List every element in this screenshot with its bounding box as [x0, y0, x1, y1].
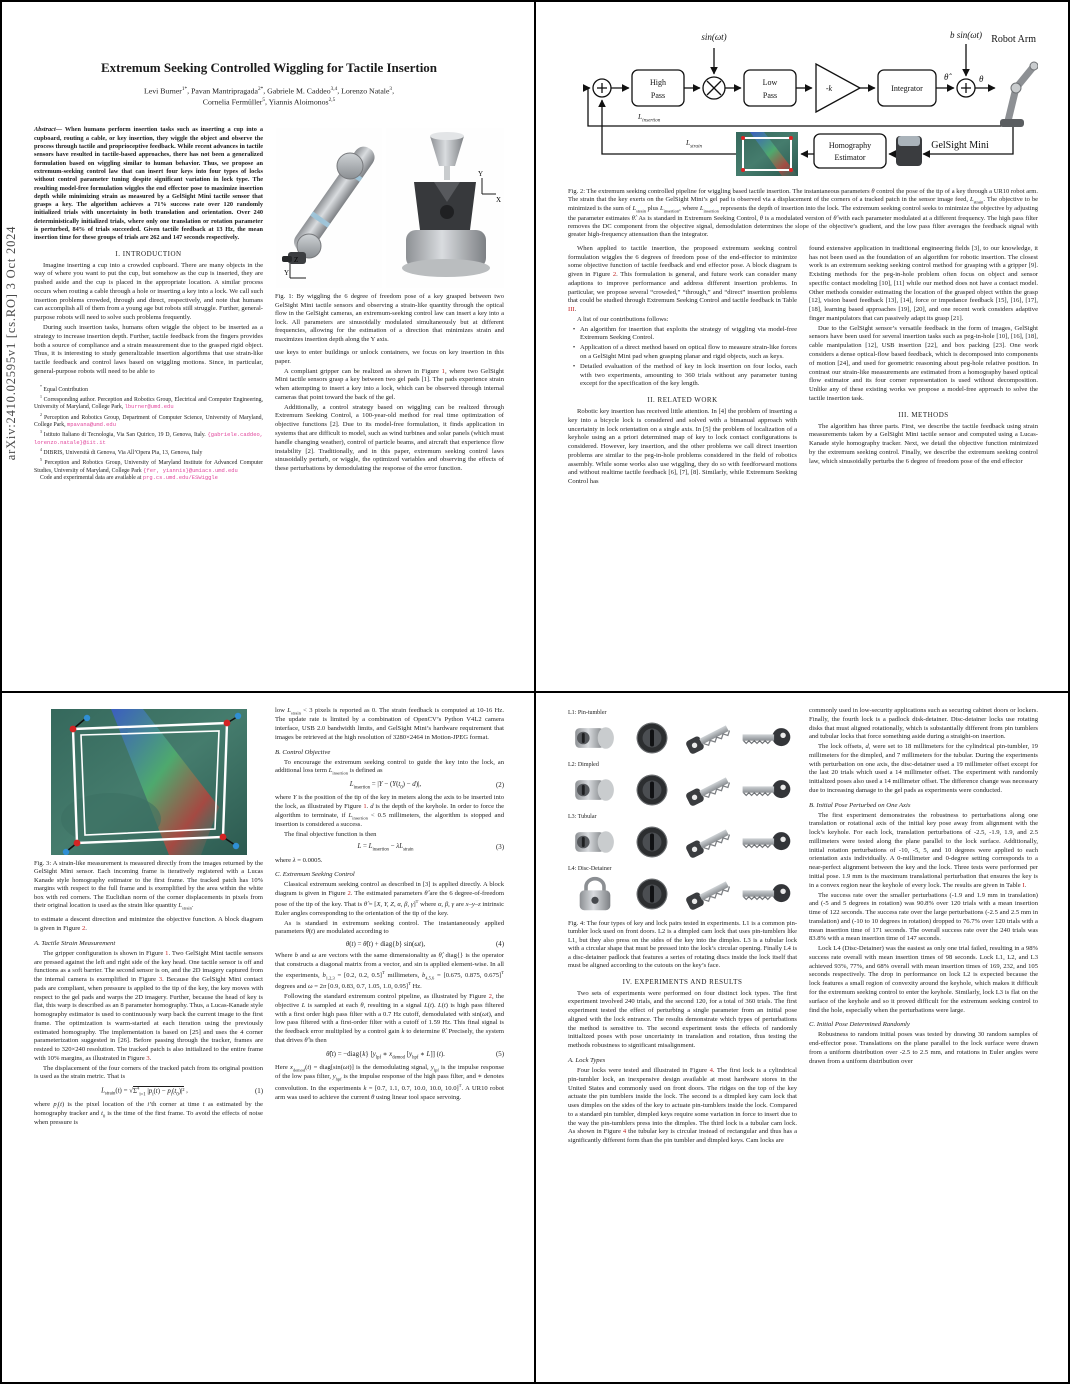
methods-heading: III. METHODS	[898, 410, 949, 419]
lock-fixture-photo	[386, 128, 504, 288]
paragraph: where $p_i(t)$ is the pixel location of the i’th corner at time t as estimated by the homography tracker and $t_0$ is the time of the first frame. To avoid the effects of noise when pressure is	[34, 1100, 263, 1127]
footnote[interactable]: $^3$ Istituto Italiano di Tecnologia, Via San Quirico, 19 D, Genova, Italy. {gabriele.caddeo, lorenzo.natale}@iit.it	[34, 429, 263, 446]
key-photo	[739, 873, 793, 915]
svg-text:Robot Arm: Robot Arm	[991, 34, 1036, 45]
paragraph: The gripper configuration is shown in Figure 1. Two GelSight Mini tactile sensors are pressed against the left and right side of the key head. One tactile sensor is off and functions as a soft barrier. The second sensor is on, and the 2D imagery captured from the internal camera is exemplified in Figure 3. Because the GelSight Mini contact pads are compliant, when pressure is applied to the tip of the key, the key moves with respect to the gel pads and warps the 2D imagery. Further, because the head of key is flat, this warp is described as an 8 parameter homography. Thus, a Lucas-Kanade style homography estimator is used to continuously warp back the current image to the first frame. The optimization is warm-started at each iteration using the previously estimated homography. The implementation is based on [25] and uses the 4 corner parameterization suggested in [26]. Before passing through the tracker, frames are resized to 320×240 resolution. The tracked patch is also initialized to the entire frame with 10% margins, as illustrated in Figure 3.	[34, 949, 263, 1062]
lock-row-label: L4: Disc-Detainer	[568, 866, 612, 872]
lock-photo	[568, 821, 622, 863]
svg-text:Low: Low	[762, 78, 778, 87]
lock-row	[568, 717, 797, 759]
paragraph: where λ = 0.0005.	[275, 856, 323, 864]
gelsight-image	[51, 709, 247, 855]
paragraph: When applied to tactile insertion, the proposed extremum seeking control formulation wiggles the 6 degrees of freedom pose of the end-effector to minimize some objective function of tactile feedback and end effector pose. A block diagram is given in Figure 2. This formulation is general, and future work can consider many adaptions to improve performance and address different insertion problems. In particular, we propose several “crowded,” “through,” and “direct” insertion problems that could be studied through Extremum Seeking Control and tactile feedback in Table III.	[568, 244, 797, 314]
footnote[interactable]: $^1$ Corresponding author. Perception and Robotics Group, Electrical and Computer Engineering, University of Maryland, College Park, lburner@umd.edu	[34, 393, 263, 411]
svg-text:b sin(ωt): b sin(ωt)	[949, 30, 983, 40]
lock-types-heading: A. Lock Types	[568, 1056, 606, 1064]
robot-arm-photo	[276, 128, 382, 288]
section-b-heading: B. Initial Pose Perturbed on One Axis	[809, 801, 911, 809]
key-photo	[739, 769, 793, 811]
footnote: * Equal Contribution	[40, 383, 89, 393]
paragraph: A list of our contributions follows:	[577, 315, 669, 323]
figure-3-caption: Fig. 3: A strain-like measurement is measured directly from the images returned by the GelSight Mini sensor. Each incoming frame is iteratively registered with a Lucas Kanade style homography estimator to the first frame. The tracked patch has 10% margins with respect to the full frame and is exemplified by the area within the white box with red corners. The Euclidian norm of the corner displacements in pixels from their original location is used as the strain like quantity $L_{strain}$.	[34, 860, 263, 911]
svg-text:Integrator: Integrator	[891, 84, 923, 93]
robot-arm-icon	[1000, 62, 1038, 127]
key-photo	[739, 821, 793, 863]
key-photo	[682, 717, 736, 759]
paragraph: The final objective function is then	[284, 830, 377, 838]
paragraph: low $L_{strain} < 3$ pixels is reported as 0. The strain feedback is computed at 10-16 Hz. The update rate is limited by a combination of OpenCV’s Python V4L2 camera interface, USB 2.0 bandwidth limits, and GelSight Mini’s hardware requirement that images be retrieved at the high resolution of 3280×2464 in Motion-JPEG format.	[275, 707, 504, 741]
arxiv-watermark: arXiv:2410.02595v1 [cs.RO] 3 Oct 2024	[4, 225, 18, 461]
p3-col-left	[34, 707, 263, 1129]
paragraph: Due to the GelSight sensor’s versatile feedback in the form of images, GelSight sensors have been used for several insertion tasks such as peg-in-hole [10], [16], [18], cable manipulation [12], USB insertion [22], and box packing [23]. One work considers a dense optical-flow based feedback, which is decomposed into components of motion [24], and used for geometric reasoning about peg-hole relative position. In contrast our strain-like measurements are estimated from a homography based optical flow estimator and its four corner representation is used without decomposition. Unlike any of these existing works we propose a model-free approach to solve the tactile insertion task.	[809, 324, 1038, 402]
experiments-heading: IV. EXPERIMENTS AND RESULTS	[622, 977, 743, 986]
gel-image-icon	[736, 132, 798, 176]
lock-row-label: L3: Tubular	[568, 814, 597, 820]
paragraph: Two sets of experiments were performed on four distinct lock types. The first experiment involved 240 trials, and the second 120, for a total of 360 trials. The first experiment tested the effect of perturbing a single parameter from an initial pose aligned with the lock entrance. The results demonstrate which types of perturbations the method is sensitive to. The second experiment tests the effects of randomly initialized poses with pose uncertainty in translation and rotation, thus testing the methods robustness to significant misalignment.	[568, 989, 797, 1050]
paragraph: The first experiment demonstrates the robustness to perturbations along one translation or rotational axis of the initial key pose away from alignment with the lock’s keyhole. For each lock, translation perturbations of -2.5, -1.9, 1.9, and 2.5 millimeters were tested along the plane parallel to the lock surface. Additionally, initial rotation perturbations of -10, -5, 5, and 10 degrees were applied to each orientation axis individually. A 0-millimeter and 0-degree setting corresponds to a near-perfect alignment between the key and the lock. Three tests were performed per initial pose. 1.9 mm is the maximum translational perturbation that ensures the key is in a convex region near the keyhole of every lock. The results are given in Table I.	[809, 811, 1038, 889]
footnotes	[34, 384, 263, 483]
paragraph: commonly used in low-security applications such as securing cabinet doors or lockers. Finally, the fourth lock is a padlock disk-detainer. Disc-detainer locks use rotating disks that must aligned rotationally, which is substantially different from pin tumblers and tubular locks that force something aside during a straight-on insertion.	[809, 707, 1038, 741]
paragraph: Imagine inserting a cup into a crowded cupboard. There are many objects in the way of where you want to put the cup, but somehow as the cup is inserted, they are pushed aside and the cup is placed in the appropriate location. A similar process occurs when routing a cable through a hole or inserting a key into a lock. We call such insertion problems crowded, through and direct, respectively, and note that humans can accomplish all of them from a young age but robots still struggle. Further, general-purpose robots will need to solve such problems frequently.	[34, 261, 263, 322]
paragraph: Following the standard extremum control pipeline, as illustrated by Figure 2, the objective L is sampled at each θ, resulting in a signal L(t). L(t) is high pass filtered with a first order high pass filter with a 0.7 Hz cutoff, demodulated with sin(ωt), and low pass filtered with a first-order filter with a cutoff of 1.59 Hz. This final signal is the feedback error multiplied by a control gain k to determine θ̂. Precisely, the system that drives θ̂ is then	[275, 993, 504, 1044]
paragraph: Additionally, a control strategy based on wiggling can be realized through Extremum Seeking Control, a 100-year-old method for real time optimization of objective functions [2]. Due to its model-free formulation, it finds application in systems that are difficult to model, such as wind turbines and solar panels (which must handle changing weather), control of particle beams, and aircraft that experience flow instability [2]. Traditionally, and in this paper, extremum seeking control laws sinusoidally perturb, or wiggle, the optimized variables and observing the effects of these perturbations by demodulating the response of the error function.	[275, 403, 504, 473]
lock-face-photo	[625, 717, 679, 759]
paragraph: Four locks were tested and illustrated in Figure 4. The first lock is a cylindrical pin-tumbler lock, an inexpensive design available at most hardware stores in the United States and commonly used on front doors. The ridges on the top of the key actuate the pin tumblers inside the lock. The second is a dimpled key cam lock that uses dimples on the sides of the key to actuate pin-tumblers inside the lock. Compared to a standard pin tumbler, dimpled keys require some variation in force to insert due to the way the pin-tumblers press into the dimples. The third lock is a tubular cam lock. As shown in Figure 4 the tubular key is circular instead of rectangular and thus has a significantly different form than the pin tumbler and dimpled keys. Cam locks are	[568, 1066, 797, 1145]
contribution-item: • Detailed evaluation of the method of key in lock insertion on four locks, each with two experiments, amounting to 360 trials without any parameter tuning except for the specification of the key length.	[572, 362, 797, 388]
lock-row-label: L1: Pin-tumbler	[568, 710, 607, 716]
lock-face-photo	[625, 769, 679, 811]
lock-row	[568, 821, 797, 863]
p1-col-left	[34, 126, 263, 482]
svg-text:GelSight Mini: GelSight Mini	[931, 140, 989, 151]
contribution-item: • An algorithm for insertion that exploits the strategy of wiggling via model-free Extremum Seeking Control.	[572, 325, 797, 342]
figure-4	[568, 710, 797, 915]
paragraph: Where b and ω are vectors with the same dimensionality as θ̂, diag{} is the operator that constructs a diagonal matrix from a vector, and sin is applied element-wise. In all the experiments, $b_{1,2,3} = [0.2$, 0.2, 0.5]$^T$ millimeters, $b_{4,5,6} = [0.675$, 0.875, 0.675]$^T$ degrees and ω = 2π [0.9, 0.83, 0.7, 1.05, 1.0, 0.95]$^T$ Hz.	[275, 952, 504, 991]
p2-col-left	[568, 245, 797, 488]
p3-col-right	[275, 707, 504, 1129]
paragraph: A compliant gripper can be realized as shown in Figure 1, where two GelSight Mini tactile sensors grasp a key between two gel pads [1]. The pads experience strain when attempting to insert a key into a lock, which can be observed through internal cameras that point toward the back of the gel.	[275, 367, 504, 401]
paragraph: The algorithm has three parts. First, we describe the tactile feedback using strain measurements taken by a GelSight Mini tactile sensor and computed using a Lucas-Kanade style homography tracker. Next, we detail the objective function minimized by the extremum seeking control. Finally, we describe the extremum seeking control law, which sinusoidally perturbs the 6 degree of freedom pose of the end effector	[809, 422, 1038, 465]
equation-3: $L = L_{insertion} - \lambda L_{strain}$ (3)	[357, 843, 504, 853]
equation-1: $L_{strain}(t) = √\Sigma^4_{i=1}$ $|p_i(t) - p_i(t_0)|^2$ , (1)	[101, 1086, 263, 1097]
svg-text:High: High	[650, 78, 666, 87]
page-2	[536, 2, 1068, 691]
p2-col-right	[809, 245, 1038, 488]
section-c-heading: C. Initial Pose Determined Randomly	[809, 1021, 910, 1029]
p4-col-right	[809, 707, 1038, 1147]
lock-face-photo	[625, 821, 679, 863]
figure-3	[34, 709, 263, 855]
paragraph: Here $x_{demod}(t)$ = diag[sin(ωt)] is the demodulating signal, $y_{lpf}$ is the impulse response of the low pass filter, $y_{hpf}$ is the impulse response of the high pass filter, and ∗ denotes convolution. In the experiments k = [0.7, 1.1, 0.7, 10.0, 10.0, 10.0]$^T$. A UR10 robot arm was used to achieve the current θ using linear tool space servoing.	[275, 1064, 504, 1101]
svg-text:-k: -k	[825, 84, 833, 93]
footnote[interactable]: $^2$ Perception and Robotics Group, Department of Computer Science, University of Maryland, College Park, mpavana@umd.edu	[34, 411, 263, 428]
abstract: Abstract— When humans perform insertion tasks such as inserting a cup into a cupboard, routing a cable, or key insertion, they wiggle the object and observe the process through tactile and proprioceptive feedback. While recent advances in tactile sensors have resulted in tactile-based approaches, there has not been a generalized formulation based on wiggling similar to human behavior. Thus, we propose an extremum-seeking control law that can insert four keys into four types of locks without control parameter tuning despite significant variation in lock type. The resulting model-free formulation wiggles the end effector pose to maximize insertion depth while minimizing strain as measured by a GelSight Mini tactile sensor that grasps a key. The algorithm achieves a 71% success rate over 120 randomly initialized trials with uncertainty in both translation and orientation. Over 240 deterministically initialized trials, where only one translation or rotation parameter is perturbed, 84% of trials succeeded. Given tactile feedback at 13 Hz, the mean insertion time for these groups of trials are 262 and 147 seconds respectively.	[34, 126, 263, 242]
equation-5: θ̂̇(t) = −diag{k} [$y_{lpf}$ ∗ $x_{demod}$ [$y_{hpf}$ ∗ L]] (t). (5)	[326, 1050, 504, 1061]
svg-text:θ: θ	[979, 74, 984, 84]
footnote: $^4$ DIBRIS, Università di Genova, Via All’Opera Pia, 13, Genova, Italy	[40, 447, 203, 457]
svg-text:Z: Z	[293, 256, 298, 265]
svg-text:sin(ωt): sin(ωt)	[701, 32, 727, 42]
related-work-heading: II. RELATED WORK	[647, 396, 718, 405]
figure-1-caption: Fig. 1: By wiggling the 6 degree of freedom pose of a key grasped between two GelSight Mini tactile sensors and observing a strain-like quantity through the optical flow in the GelSight cameras, an extremum-seeking control law can insert a key into a lock. All parameters are sinusoidally modulated simultaneously but at different frequencies, allowing for the estimation of a direction that minimizes strain and maximizes insertion depth along the Y axis.	[275, 293, 504, 343]
key-photo	[682, 769, 736, 811]
paragraph: Classical extremum seeking control as described in [3] is applied directly. A block diagram is given in Figure 2. The estimated parameters θ̂ are the 6 degree-of-freedom pose of the tip of the key. That is θ̂ = [X, Y, Z, α, β, γ]$^T$ where α, β, γ are x–y–z intrinsic Euler angles corresponding to the orientation of the tip of the key.	[275, 881, 505, 917]
p4-col-left	[568, 707, 797, 1147]
svg-text:Estimator: Estimator	[834, 153, 866, 162]
svg-text:θ̂: θ̂	[944, 72, 949, 82]
figure-2-caption: Fig. 2: The extremum seeking controlled pipeline for wiggling based tactile insertion. The instantaneous parameters θ control the pose of the tip of a key through a UR10 robot arm. The strain that the key exerts on the GelSight Mini’s gel pad is observed via a displacement of the corners of a tracked patch in the sensor image feed, $L_{strain}$. The objective to be minimized is the sum of $L_{strain}$ plus $L_{insertion}$, where $L_{insertion}$ represents the depth of insertion into the lock. The extremum seeking control seeks to minimize the objective by adjusting the parameter estimates θ̂. As is standard in Extremum Seeking Control, θ is a modulated version of θ̂ with each parameter modulated at a different frequency. The high pass filter removes the DC component from the objective signal, demodulation determines the slope of the objective’s gradient, and the low pass filter averages the feedback signal with greater high-frequency attenuation than the integrator.	[568, 188, 1038, 239]
l-insertion-label: $L_{insertion}$	[638, 112, 661, 124]
paragraph: where Y is the position of the tip of the key in meters along the axis to be inserted into the lock, as illustrated by Figure 1. d is the depth of the keyhole. In order to force the algorithm to terminate, if $L_{insertion} < 0.5$ millimeters, the algorithm is stopped and insertion is considered a success.	[275, 793, 505, 828]
paragraph: The displacement of the four corners of the tracked patch from its original position is used as the strain metric. That is	[34, 1064, 263, 1081]
paragraph: found extensive application in traditional engineering fields [3], to our knowledge, it has not been used as the foundation of an algorithm for robotic insertion. The closest work is an extremum seeking seeking control method for grasping with a gripper [9]. Existing methods for the peg-in-hole problem often focus on object and sensor specific contact modeling [10], [11] while our method does not have a contact model. Other methods consider estimating the location of the grasped object within the grasp [12], vision based feedback [13], [14], force or impedance feedback [15], [16], [17], [18], learning based approaches [19], [20], and one recent work considers adaptive finger manipulators that can passively adapt its grasp [21].	[809, 244, 1038, 322]
key-photo	[682, 873, 736, 915]
gelsight-sensor-icon	[896, 136, 922, 166]
paragraph: As is standard in extremum seeking control. The instantaneously applied parameters θ(t) are modulated according to	[275, 919, 504, 936]
paragraph: The success rate over the smaller perturbations (-1.9 and 1.9 mm in translation) and (-5 and 5 degrees in rotation) was 90.8% over 120 trials with a mean insertion time of 122 seconds. The success rate over the large perturbations (-2.5 and 2.5 mm in translation) and (-10 to 10 degrees in rotation) dropped to 76.7% over 120 trials with a mean insertion time of 171 seconds. The overall success rate over the 240 trials was 83.8% with a mean insertion time of 147 seconds.	[809, 891, 1038, 943]
paragraph: to estimate a descent direction and minimize the objective function. A block diagram is given in Figure 2.	[34, 916, 263, 932]
paragraph: The lock offsets, d, were set to 18 millimeters for the cylindrical pin-tumbler, 19 millimeters for the dimpled, and 7 millimeters for the tubular. During the experiments with perturbation on one axis, the disc-detainer used a 19 millimeter offset except for the last 20 trials which used a 14 millimeter offset. The experiment with randomly initialized poses also used a 14 millimeter offset. The difference change was necessary due to increasing damage to the gel pads as experiments were conducted.	[809, 743, 1038, 794]
l-strain-label: $L_{strain}$	[686, 138, 703, 150]
lock-row	[568, 769, 797, 811]
paragraph: Robustness to random initial poses was tested by drawing 30 random samples of end-effector pose. Translations on the plane parallel to the lock surface were drawn from a uniform distribution over -2.5 to 2.5 mm, and rotations in Euler angles were drawn from a uniform distribution over	[809, 1031, 1038, 1065]
footnote[interactable]: $^5$ Perception and Robotics Group, University of Maryland Institute for Advanced Computer Studies, University of Maryland, College Park {fer, yiannis}@umiacs.umd.edu	[34, 457, 263, 474]
svg-text:Pass: Pass	[762, 91, 778, 100]
lock-row-label: L2: Dimpled	[568, 762, 599, 768]
svg-text:Y: Y	[477, 170, 483, 179]
paragraph: Robotic key insertion has received little attention. In [4] the problem of inserting a key into a bicycle lock is considered and solved with a bimanual approach with uncertainty in lock orientation on a single axis. In [5] the problem of localization of a keyhole using an a priori determined map of key to lock contact configurations is considered. However, key insertion, and the other problems we call direct insertion problems are similar to the peg-in-hole problems considered in the field of robotics assembly. While some works also use wiggling, they do so with feedforward motions and without realtime tactile feedback [6], [7], [8]. Similarly, while Extremum Seeking Control has	[568, 408, 797, 486]
page-1	[2, 2, 534, 691]
paragraph: During such insertion tasks, humans often wiggle the object to be inserted as a strategy to increase insertion depth. Further, tactile feedback from the fingers provides both a source of compliance and a strain measurement due to the grasped rigid object. Thus, it is interesting to study generalizable insertion algorithms that use strain-like tactile feedback and control laws based on wiggling motions. Since, in particular, general-purpose robots will need to be able to	[34, 323, 263, 375]
lock-face-photo	[625, 873, 679, 915]
authors	[34, 86, 504, 108]
padlock-photo	[568, 873, 622, 915]
key-photo	[682, 821, 736, 863]
paragraph: use keys to enter buildings or unlock containers, we focus on key insertion in this paper.	[275, 349, 504, 365]
figure-2	[568, 26, 1038, 183]
page-4	[536, 693, 1068, 1382]
paper-title: Extremum Seeking Controlled Wiggling for Tactile Insertion	[100, 60, 438, 75]
paragraph: To encourage the extremum seeking control to guide the key into the lock, an additional loss term $L_{insertion}$ is defined as	[275, 758, 504, 776]
p1-col-right	[275, 126, 504, 482]
section-b-heading: B. Control Objective	[275, 748, 331, 756]
svg-text:Y: Y	[283, 269, 289, 278]
svg-text:X: X	[495, 196, 501, 205]
figure-4-caption: Fig. 4: The four types of key and lock pairs tested in experiments. L1 is a common pin-tumbler lock used on front doors. L2 is a dimpled cam lock that uses pin-tumblers like L1, but they also press on the sides of the key into the dimples. L3 is a tubular lock with a circular shape that must be pressed into the lock’s circular opening. Finally L4 is a disc-detainer padlock that features a series of rotating discs inside the lock itself that must be aligned according to the cutouts on the key’s face.	[568, 920, 797, 970]
page-3	[2, 693, 534, 1382]
control-block-diagram	[568, 26, 1038, 178]
svg-text:Homography: Homography	[828, 141, 872, 150]
equation-2: $L_{insertion} = |Y - (Y(t_0) - d)|$, (2)	[349, 780, 504, 790]
contribution-item: • Application of a direct method based on optical flow to measure strain-like forces on a GelSight Mini pad when grasping planar and rigid objects, such as keys.	[572, 344, 797, 360]
equation-4: θ(t) = θ̂(t) + diag{b} sin(ωt), (4)	[345, 941, 504, 949]
footnote[interactable]: Code and experimental data are available at prg.cs.umd.edu/ESWiggle	[40, 474, 218, 482]
lock-row	[568, 873, 797, 915]
authors-line-1: Levi Burner$^{1*}$, Pavan Mantripragada$^{2*}$, Gabriele M. Caddeo$^{3,4}$, Lorenzo Natale$^3$,	[143, 86, 395, 96]
figure-1	[275, 128, 504, 288]
lock-photo	[568, 769, 622, 811]
lock-photo	[568, 717, 622, 759]
key-photo	[739, 717, 793, 759]
section-a-heading: A. Tactile Strain Measurement	[34, 939, 116, 947]
intro-heading: I. INTRODUCTION	[115, 249, 182, 258]
svg-text:Pass: Pass	[650, 91, 666, 100]
authors-line-2: Cornelia Fermüller$^5$, Yiannis Aloimonos$^{2,5}$	[202, 97, 336, 107]
section-c-heading: C. Extremum Seeking Control	[275, 871, 355, 879]
paragraph: Lock L4 (Disc-Detainer) was the easiest as only one trial failed, resulting in a 98% success rate overall with mean insertion times of 98 seconds. Lock L1, L2, and L3 achieved 93%, 77%, and 68% overall with mean insertion times of 169, 232, and 105 seconds respectively. The drop in performance on lock L2 is expected because the lock features a small region of convexity around the keyhole, which makes it difficult for the extremum seeking control to enter the keyhole. Similarly, lock L3 is flat on the surface of the keyhole and so it proved difficult for the extremum seeking control to find the hole, especially when the perturbations were large.	[809, 945, 1038, 1014]
